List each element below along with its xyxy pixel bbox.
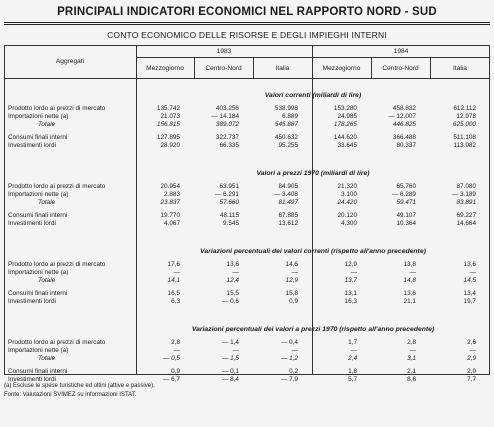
cell-1-4-3: 4.300 [341, 220, 357, 227]
column-header-0: Mezzogiorno [146, 65, 184, 72]
cell-3-4-4: 8,6 [407, 376, 416, 383]
cell-2-3-5: 13,4 [463, 290, 476, 297]
cell-2-4-1: — 0,6 [221, 298, 239, 305]
row-label-2-2: Totale [38, 277, 56, 284]
cell-3-1-3: — [350, 347, 357, 354]
cell-3-4-3: 5,7 [348, 376, 357, 383]
cell-2-0-1: 13,6 [226, 261, 239, 268]
cell-2-2-3: 13,7 [344, 277, 357, 284]
column-header-5: Italia [453, 65, 467, 72]
header-aggregati: Aggregati [55, 58, 85, 65]
cell-0-4-3: 33.645 [337, 142, 357, 149]
cell-0-1-3: 24.985 [337, 113, 357, 120]
cell-3-4-1: — 8,4 [221, 376, 239, 383]
cell-2-1-5: — [469, 269, 476, 276]
cell-0-0-3: 153.280 [333, 105, 357, 112]
cell-2-4-2: 0,9 [289, 298, 298, 305]
cell-0-1-0: 21.073 [160, 113, 180, 120]
cell-3-2-5: 2,9 [467, 355, 476, 362]
cell-0-0-4: 458.832 [392, 105, 416, 112]
row-label-3-2: Totale [38, 355, 56, 362]
row-label-1-4: Investimenti lordi [8, 220, 56, 227]
row-label-2-4: Investimenti lordi [8, 298, 56, 305]
cell-1-0-1: 63.951 [219, 183, 239, 190]
cell-2-4-3: 16,3 [344, 298, 357, 305]
cell-3-0-4: 2,8 [407, 339, 416, 346]
cell-1-2-5: 83.891 [456, 199, 476, 206]
cell-1-0-2: 84.905 [278, 183, 298, 190]
cell-2-0-2: 14,6 [285, 261, 298, 268]
cell-3-1-4: — [409, 347, 416, 354]
cell-1-1-3: 3.100 [341, 191, 357, 198]
cell-0-1-5: 12.978 [456, 113, 476, 120]
cell-2-0-4: 13,8 [403, 261, 416, 268]
cell-1-3-0: 19.770 [160, 212, 180, 219]
section-title-1: Valori a prezzi 1970 (miliardi di lire) [256, 170, 370, 177]
cell-1-4-4: 10.364 [396, 220, 416, 227]
cell-2-1-2: — [291, 269, 298, 276]
cell-1-2-0: 23.837 [160, 199, 180, 206]
cell-2-1-4: — [409, 269, 416, 276]
cell-1-4-2: 13.612 [278, 220, 298, 227]
footnote-0: (a) Escluse le spese turistiche ed oltini (attive e passive). [4, 383, 155, 389]
cell-2-2-2: 12,9 [285, 277, 298, 284]
cell-1-1-0: 2.883 [164, 191, 180, 198]
cell-3-1-2: — [291, 347, 298, 354]
column-header-4: Centro-Nord [382, 65, 419, 72]
cell-0-3-3: 144.620 [333, 134, 357, 141]
column-header-2: Italia [275, 65, 290, 72]
cell-0-2-3: 178.265 [333, 121, 357, 128]
cell-0-1-1: — 14.184 [211, 113, 239, 120]
column-header-1: Centro-Nord [205, 65, 242, 72]
cell-2-4-0: 6,3 [171, 298, 180, 305]
cell-1-1-4: — 6.289 [391, 191, 416, 198]
cell-0-4-1: 66.335 [219, 142, 239, 149]
cell-2-1-0: — [173, 269, 180, 276]
cell-3-0-0: 2,8 [171, 339, 180, 346]
cell-0-2-2: 545.887 [274, 121, 298, 128]
cell-2-0-3: 12,9 [344, 261, 357, 268]
cell-0-2-0: 156.815 [156, 121, 180, 128]
cell-2-2-0: 14,1 [167, 277, 180, 284]
cell-2-2-4: 14,8 [403, 277, 416, 284]
cell-3-1-0: — [173, 347, 180, 354]
cell-1-0-5: 87.080 [456, 183, 476, 190]
cell-1-1-1: — 6.291 [214, 191, 239, 198]
cell-1-1-2: — 3.408 [273, 191, 298, 198]
row-label-3-3: Consumi finali interni [8, 368, 68, 375]
row-label-3-1: Importazioni nette (a) [8, 347, 69, 354]
cell-0-4-0: 28.920 [160, 142, 180, 149]
cell-0-2-1: 389.072 [215, 121, 239, 128]
cell-0-4-4: 80.337 [396, 142, 416, 149]
cell-0-4-2: 95.255 [278, 142, 298, 149]
cell-1-3-5: 69.227 [456, 212, 476, 219]
cell-2-4-5: 19,7 [463, 298, 476, 305]
cell-0-3-0: 127.895 [156, 134, 180, 141]
cell-0-2-5: 625.000 [452, 121, 476, 128]
row-label-0-1: Importazioni nette (a) [8, 113, 69, 120]
row-label-1-1: Importazioni nette (a) [8, 191, 69, 198]
header-year-rule [136, 57, 490, 58]
cell-0-3-1: 322.737 [215, 134, 239, 141]
cell-3-4-5: 7,7 [467, 376, 476, 383]
cell-1-1-5: — 3.189 [451, 191, 476, 198]
cell-0-1-4: — 12.007 [388, 113, 416, 120]
cell-1-2-3: 24.420 [337, 199, 357, 206]
cell-1-2-2: 81.497 [278, 199, 298, 206]
cell-3-3-0: 0,9 [171, 368, 180, 375]
row-label-0-3: Consumi finali interni [8, 134, 68, 141]
row-label-2-0: Prodotto lordo ai prezzi di mercato [8, 261, 106, 268]
title-rule [4, 22, 490, 23]
cell-3-0-1: — 1,4 [221, 339, 239, 346]
cell-0-0-5: 612.112 [453, 105, 476, 112]
cell-1-2-1: 57.660 [219, 199, 239, 206]
cell-0-3-5: 511.108 [453, 134, 476, 141]
row-label-1-3: Consumi finali interni [8, 212, 68, 219]
cell-2-3-0: 16,5 [167, 290, 180, 297]
cell-0-3-4: 366.488 [392, 134, 416, 141]
cell-0-0-0: 135.742 [156, 105, 180, 112]
cell-1-4-0: 4.067 [164, 220, 180, 227]
cell-1-3-1: 48.115 [219, 212, 239, 219]
cell-2-3-3: 13,1 [344, 290, 357, 297]
page-title: PRINCIPALI INDICATORI ECONOMICI NEL RAPPORTO NORD - SUD [57, 6, 437, 18]
row-label-2-1: Importazioni nette (a) [8, 269, 69, 276]
cell-1-0-4: 65.760 [396, 183, 416, 190]
cell-3-2-0: — 0,5 [162, 355, 180, 362]
cell-3-2-4: 3,1 [407, 355, 416, 362]
cell-0-0-1: 403.256 [215, 105, 239, 112]
cell-3-2-1: — 1,5 [221, 355, 239, 362]
cell-3-2-2: — 1,2 [280, 355, 298, 362]
table-subtitle: CONTO ECONOMICO DELLE RISORSE E DEGLI IMPIEGHI INTERNI [107, 30, 387, 40]
cell-3-0-2: — 0,4 [280, 339, 298, 346]
cell-1-0-3: 21.320 [337, 183, 357, 190]
section-title-3: Variazioni percentuali dei valori a prezzi 1970 (rispetto all'anno precedente) [191, 326, 435, 333]
cell-2-4-4: 21,1 [403, 298, 416, 305]
cell-1-3-4: 49.107 [396, 212, 416, 219]
cell-2-0-0: 17,6 [167, 261, 180, 268]
cell-3-2-3: 2,4 [348, 355, 357, 362]
header-year-1983: 1983 [216, 48, 232, 55]
row-label-3-4: Investimenti lordi [8, 376, 56, 383]
cell-3-3-4: 2,1 [407, 368, 416, 375]
cell-1-4-5: 14.664 [456, 220, 476, 227]
cell-2-1-1: — [232, 269, 239, 276]
header-bottom-rule [4, 78, 490, 79]
cell-2-2-1: 12,4 [226, 277, 239, 284]
cell-1-0-0: 20.954 [160, 183, 180, 190]
row-label-1-2: Totale [38, 199, 56, 206]
row-label-2-3: Consumi finali interni [8, 290, 68, 297]
row-label-0-4: Investimenti lordi [8, 142, 56, 149]
cell-3-4-0: — 6,7 [162, 376, 180, 383]
cell-2-0-5: 13,6 [463, 261, 476, 268]
cell-0-3-2: 450.632 [274, 134, 298, 141]
cell-3-1-5: — [469, 347, 476, 354]
row-label-0-0: Prodotto lordo ai prezzi di mercato [8, 105, 106, 112]
row-label-0-2: Totale [38, 121, 56, 128]
cell-2-3-1: 15,5 [226, 290, 239, 297]
header-year-1984: 1984 [393, 48, 409, 55]
cell-0-2-4: 446.825 [392, 121, 416, 128]
cell-3-0-5: 2,6 [467, 339, 476, 346]
row-label-1-0: Prodotto lordo ai prezzi di mercato [8, 183, 106, 190]
cell-2-3-4: 13,6 [403, 290, 416, 297]
cell-2-2-5: 14,5 [463, 277, 476, 284]
cell-1-3-3: 20.120 [337, 212, 357, 219]
cell-0-1-2: 6.889 [282, 113, 298, 120]
footnote-1: Fonte: Valutazioni SVIMEZ su informazioni ISTAT. [4, 392, 137, 398]
cell-3-3-5: 2,0 [467, 368, 476, 375]
section-title-0: Valori correnti (miliardi di lire) [264, 92, 362, 99]
cell-3-1-1: — [232, 347, 239, 354]
cell-3-0-3: 1,7 [348, 339, 357, 346]
row-label-3-0: Prodotto lordo ai prezzi di mercato [8, 339, 106, 346]
cell-3-3-3: 1,8 [348, 368, 357, 375]
cell-3-4-2: — 7,9 [280, 376, 298, 383]
cell-0-4-5: 113.982 [453, 142, 476, 149]
section-title-2: Variazioni percentuali dei valori correnti (rispetto all'anno precedente) [200, 248, 426, 255]
cell-2-3-2: 15,8 [285, 290, 298, 297]
cell-1-3-2: 67.885 [278, 212, 298, 219]
cell-1-2-4: 59.471 [396, 199, 416, 206]
cell-2-1-3: — [350, 269, 357, 276]
cell-3-3-2: 0,2 [289, 368, 298, 375]
cell-0-0-2: 538.998 [274, 105, 298, 112]
cell-1-4-1: 9.545 [223, 220, 239, 227]
column-header-3: Mezzogiorno [322, 65, 361, 72]
cell-3-3-1: — 0,1 [221, 368, 239, 375]
title-rule-2 [4, 24, 490, 25]
